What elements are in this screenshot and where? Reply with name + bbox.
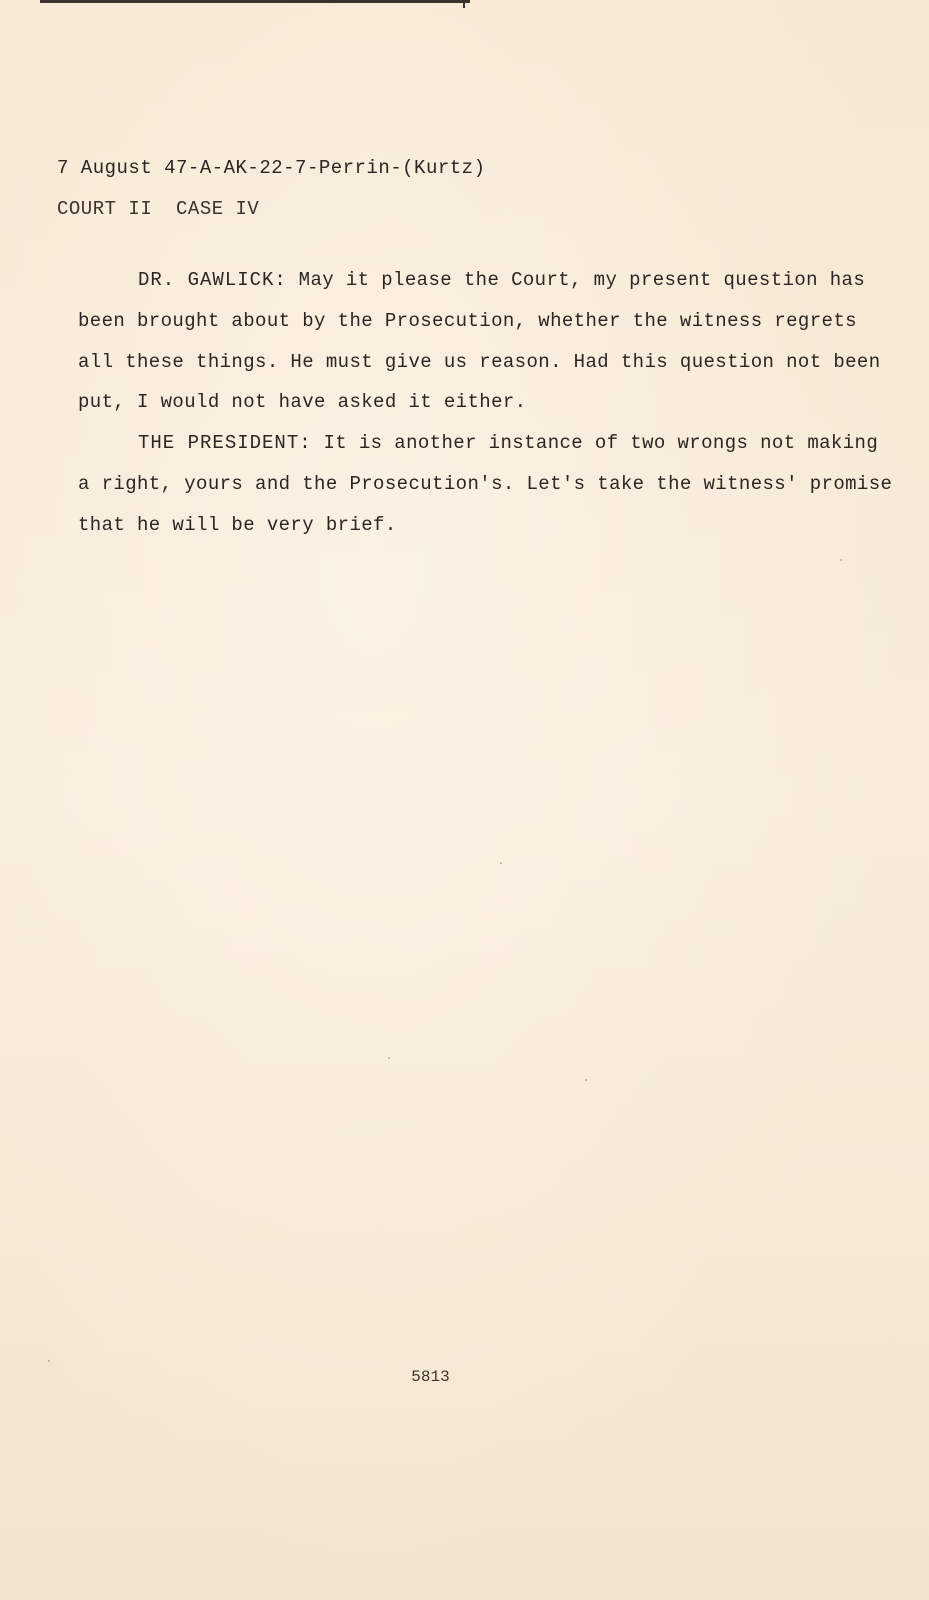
paper-speck: [500, 862, 502, 864]
top-tick-mark: [463, 0, 465, 8]
transcript-paragraph: [78, 423, 898, 545]
speech-text: May it please the Court, my present question has been brought about by the Prosecution, whether the witness regrets all these things. He must give us reason. Had this question not been put, I would not have asked it either.: [78, 269, 881, 414]
header-date-reference: 7 August 47-A-AK-22-7-Perrin-(Kurtz): [57, 157, 486, 179]
top-edge-mark: [40, 0, 470, 3]
speech-text: It is another instance of two wrongs not making a right, yours and the Prosecution's. Let's take the witness' promise that he will be very brief.: [78, 432, 893, 536]
paper-speck: [585, 1079, 587, 1081]
transcript-body: [78, 260, 898, 546]
paper-speck: [388, 1057, 390, 1059]
paper-speck: [840, 559, 842, 561]
speaker-label: THE PRESIDENT:: [138, 432, 312, 455]
speaker-label: DR. GAWLICK:: [138, 269, 287, 291]
paper-speck: [48, 1360, 50, 1362]
header-court-case: COURT II CASE IV: [57, 198, 260, 220]
page-number: 5813: [411, 1368, 450, 1386]
transcript-paragraph: [78, 260, 898, 423]
